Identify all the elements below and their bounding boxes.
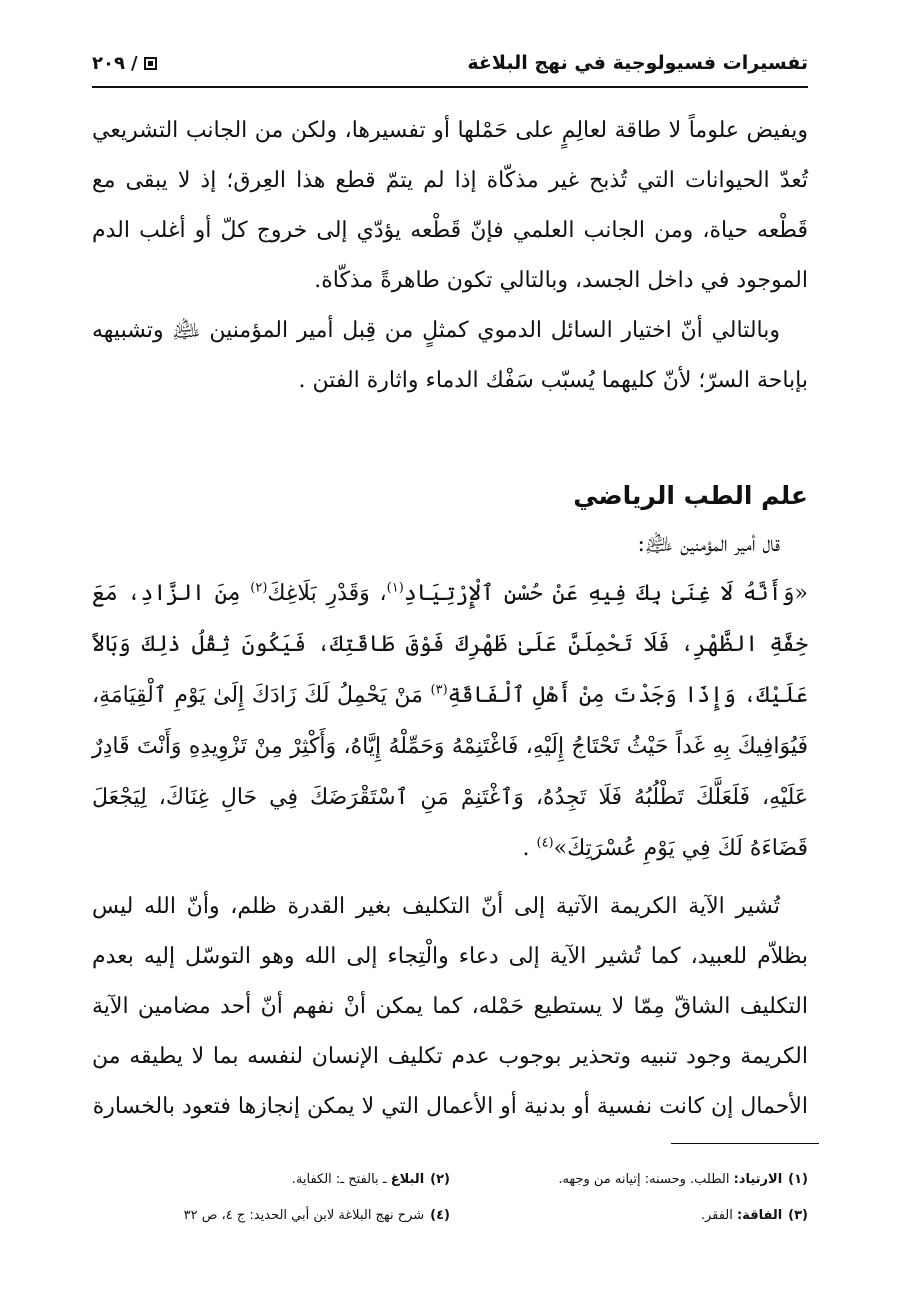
bottom-text-block (92, 882, 808, 1132)
footnote-term: الفاقة: (736, 1208, 783, 1223)
quote-text: «وَأَنَّهُ لَا غِنَىٰ بِكَ فِيهِ عَنْ حُسْنِ ٱلْإِرْتِيَادِ (403, 581, 808, 606)
footnote-ref[interactable]: (٤) (536, 835, 554, 851)
section-heading: علم الطب الرياضي (573, 481, 808, 510)
footnote-text: الطلب. وحسنه: إتيانه من وجهه. (558, 1172, 734, 1187)
square-ornament-icon (144, 57, 157, 70)
footnote-term: البلاغ (390, 1172, 425, 1187)
quote-attribution: قال أمير المؤمنين ﵇: (637, 532, 780, 557)
footnote-4 (92, 1198, 450, 1234)
paragraph: تُشير الآية الكريمة الآتية إلى أنّ التكليف بغير القدرة ظلم، وأنّ الله ليس بظلاّم للعبيد، كما تُشير الآية إلى دعاء والْتِجاء إلى الله وهو التوسّل إليه بعدم التكليف الشاقّ مِمّا لا يستطيع حَمْله، كما يمكن أنْ نفهم أنّ أحد مضامين الآية الكريمة وجود تنبيه وتحذير بوجوب عدم تكليف الإنسان لنفسه بما لا يطيقه من الأحمال إن كانت نفسية أو بدنية أو الأعمال التي لا يمكن إنجازها فتعود بالخسارة (92, 894, 808, 1119)
footnote-text: شرح نهج البلاغة لابن أبي الحديد: ج ٤، ص ٣٢ (183, 1208, 425, 1223)
footnote-number: (١) (788, 1172, 808, 1187)
running-header (92, 40, 808, 88)
quote-text: ، وَقَدْرِ بَلَاغِكَ (267, 581, 387, 606)
footnotes (92, 1162, 808, 1234)
quote-text: مِنَ الزَّادِ، مَعَ خِفَّةِ الظَّهْرِ، فَلَا تَحْمِلَنَّ عَلَىٰ ظَهْرِكَ فَوْقَ طَاقَتِكَ، فَيَكُونَ ثِقْلُ ذٰلِكَ وَبَالاً عَلَيْكَ، وَإِذَا وَجَدْتَ مِنْ أَهْلِ ٱلْفَاقَةِ (92, 581, 809, 708)
page-number: ٢٠٩ (92, 52, 125, 74)
document-page (92, 40, 808, 1132)
quote-text: . (522, 836, 537, 861)
footnote-row (92, 1198, 808, 1234)
footnote-ref[interactable]: (١) (386, 580, 404, 596)
footnote-ref[interactable]: (٢) (250, 580, 268, 596)
footnote-number: (٤) (430, 1208, 450, 1223)
footnote-row (92, 1162, 808, 1198)
footnote-3 (450, 1198, 808, 1234)
footnote-term: الارتياد: (733, 1172, 783, 1187)
paragraph: وبالتالي أنّ اختيار السائل الدموي كمثلٍ من قِبل أمير المؤمنين ﵇ وتشبيهه بإباحة السرّ؛ لأنّ كليهما يُسبّب سَفْك الدماء واثارة الفتن . (92, 318, 808, 393)
paragraph: ويفيض علوماً لا طاقة لعالِمٍ على حَمْلها أو تفسيرها، ولكن من الجانب التشريعي تُعدّ الحيوانات التي تُذبح غير مذكّاة إذا لم يتمّ قطع هذا العِرق؛ إذ لا يبقى مع قَطْعه حياة، ومن الجانب العلمي فإنّ قَطْعه يؤدّي إلى خروج كلّ أو أغلب الدم الموجود في داخل الجسد، وبالتالي تكون طاهرةً مذكّاة. (92, 118, 808, 293)
hadith-quote (92, 568, 808, 874)
footnote-text: ـ بالفتح ـ: الكفاية. (291, 1172, 391, 1187)
quote-text: مَنْ يَحْمِلُ لَكَ زَادَكَ إِلَىٰ يَوْمِ ٱلْقِيَامَةِ، فَيُوَافِيكَ بِهِ غَداً حَيْثُ تَحْتَاجُ إِلَيْهِ، فَاغْتَنِمْهُ وَحَمِّلْهُ إِيَّاهُ، وَأَكْثِرْ مِنْ تَزْوِيدِهِ وَأَنْتَ قَادِرٌ عَلَيْهِ، فَلَعَلَّكَ تَطْلُبُهُ فَلَا تَجِدُهُ، وَٱغْتَنِمْ مَنِ ٱسْتَقْرَضَكَ فِي حَالِ غِنَاكَ، لِيَجْعَلَ قَضَاءَهُ لَكَ فِي يَوْمِ عُسْرَتِكَ» (92, 683, 808, 861)
footnote-1 (450, 1162, 808, 1198)
book-title: تفسيرات فسيولوجية في نهج البلاغة (467, 52, 808, 74)
footnote-number: (٣) (788, 1208, 808, 1223)
page-number-block (92, 53, 157, 74)
footnote-number: (٢) (430, 1172, 450, 1187)
top-text-block (92, 106, 808, 406)
footnote-text: الفقر. (700, 1208, 737, 1223)
footnote-divider (671, 1143, 819, 1144)
footnote-2 (92, 1162, 450, 1198)
footnote-ref[interactable]: (٣) (430, 682, 448, 698)
header-separator: / (130, 52, 138, 74)
